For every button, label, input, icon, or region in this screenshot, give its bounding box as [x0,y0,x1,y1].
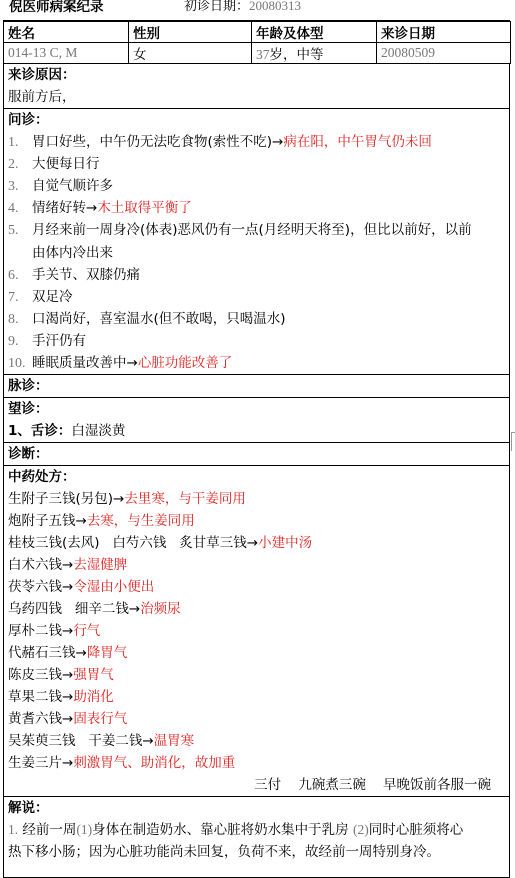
list-item: 10. 睡眠质量改善中→心脏功能改善了 [8,355,233,371]
header-sex: 性别 [129,22,252,43]
list-item: 6. 手关节、双膝仍痛 [8,267,140,283]
reason-title: 来诊原因： [8,67,76,83]
header-age: 年龄及体型 [252,22,377,43]
pulse-section [3,375,510,398]
list-item: 4. 情绪好转→木土取得平衡了 [8,200,192,216]
list-item: 9. 手汗仍有 [8,333,86,349]
diagnosis-section [3,443,510,466]
observe-title: 望诊： [8,401,49,417]
explain-line-1: 1. 经前一周(1)身体在制造奶水、靠心脏将奶水集中于乳房 (2)同时心脏须将心 [8,822,464,838]
list-item: 5. 月经来前一周身冷(体表)恶风仍有一点(月经明天将至)，但比以前好，以前 由体内冷出来 [8,222,472,261]
inquiry-section [3,109,510,375]
case-record-sheet [3,0,510,878]
list-item: 8. 口渴尚好，喜室温水(但不敢喝，只喝温水) [8,311,286,327]
herb-line: 茯苓六钱→令湿由小便出 [8,579,155,595]
patient-sex: 女 [129,43,252,64]
herb-line: 厚朴二钱→行气 [8,623,101,639]
herb-line: 黄耆六钱→固表行气 [8,711,128,727]
list-item: 3. 自觉气顺许多 [8,178,113,194]
first-visit: 初诊日期：20080313 [184,0,302,14]
pulse-title: 脉诊： [8,378,49,394]
explain-line-2: 热下移小肠；因为心脏功能尚未回复，负荷不来，故经前一周特别身冷。 [8,844,440,860]
patient-name: 014-13 C, M [4,43,129,64]
herb-line: 炮附子五钱→去寒，与生姜同用 [8,513,195,529]
prescription-section [3,466,510,797]
list-item: 2. 大便每日行 [8,156,100,172]
herb-line: 白术六钱→去湿健脾 [8,557,128,573]
observe-section [3,398,510,443]
header-name: 姓名 [4,22,129,43]
list-item: 7. 双足冷 [8,289,73,305]
herb-line: 代赭石三钱→降胃气 [8,645,128,661]
herb-line: 草果二钱→助消化 [8,689,114,705]
diagnosis-title: 诊断： [8,446,49,462]
first-visit-date: 20080313 [249,0,302,13]
page-edge-marker [511,432,515,451]
herb-line: 陈皮三钱→强胃气 [8,667,114,683]
list-item: 1. 胃口好些，中午仍无法吃食物(索性不吃)→病在阳，中午胃气仍未回 [8,134,432,150]
dosage-instruction: 三付 九碗煮三碗 早晚饭前各服一碗 [254,777,491,793]
record-title: 倪医师病案纪录 [9,0,104,15]
reason-text: 服前方后， [8,89,76,105]
explain-title: 解说： [8,800,49,816]
patient-info-table [3,21,511,64]
patient-age: 37岁，中等 [252,43,377,64]
reason-section [3,64,510,109]
record-header [3,0,510,21]
header-visit-date: 来诊日期 [377,22,511,43]
visit-date: 20080509 [377,43,511,64]
prescription-title: 中药处方： [8,469,76,485]
herb-line: 生附子三钱(另包)→去里寒，与干姜同用 [8,491,246,507]
herb-line: 乌药四钱 细辛二钱→治频尿 [8,601,181,617]
tongue-line: 1、舌诊：白湿淡黄 [8,423,126,439]
inquiry-title: 问诊： [8,112,49,128]
herb-line: 生姜三片→刺激胃气、助消化，故加重 [8,755,236,771]
explain-section [3,797,510,878]
herb-line: 桂枝三钱(去风) 白芍六钱 炙甘草三钱→小建中汤 [8,535,313,551]
herb-line: 吴茱萸三钱 干姜二钱→温胃寒 [8,733,195,749]
